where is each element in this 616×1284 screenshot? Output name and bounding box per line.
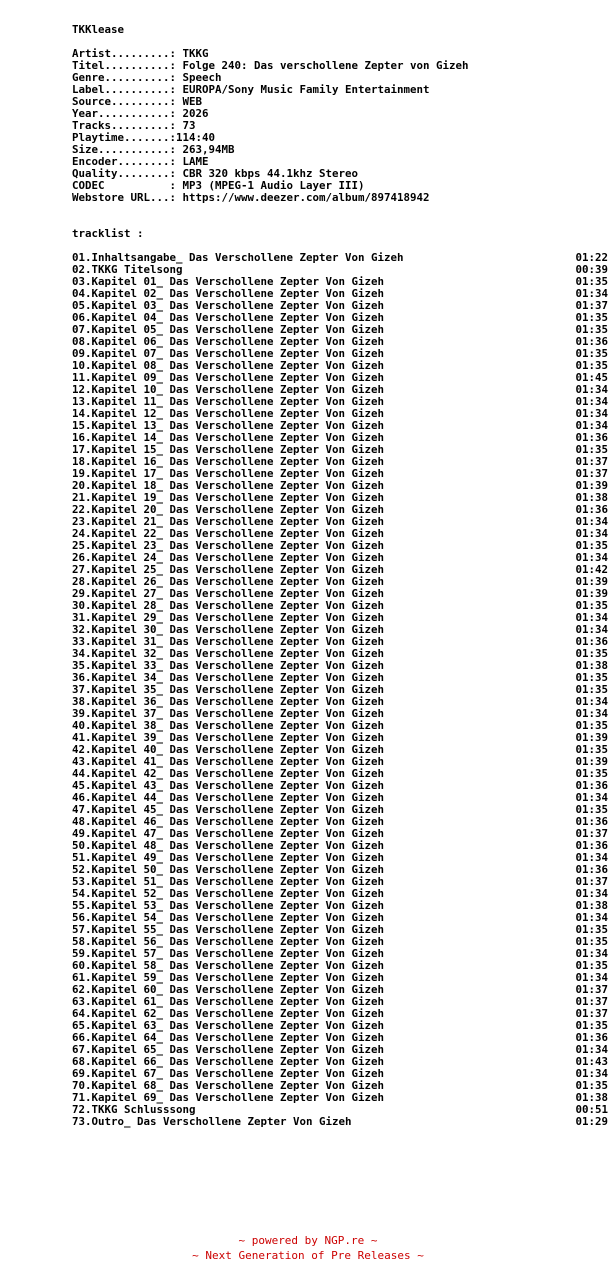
track-title: 56.Kapitel 54_ Das Verschollene Zepter Von Gizeh [72,911,385,924]
track-title: 55.Kapitel 53_ Das Verschollene Zepter Von Gizeh [72,899,385,912]
info-key: Playtime.......: [72,132,177,144]
track-duration: 01:34 [575,287,608,300]
info-row [72,120,608,132]
track-title: 69.Kapitel 67_ Das Verschollene Zepter Von Gizeh [72,1067,385,1080]
footer-powered-by: ~ powered by NGP.re ~ [238,1234,378,1247]
track-duration: 01:36 [575,503,608,516]
track-duration: 01:36 [575,863,608,876]
track-title: 48.Kapitel 46_ Das Verschollene Zepter Von Gizeh [72,815,385,828]
info-row [72,96,608,108]
info-key: Genre..........: [72,72,183,84]
track-title: 59.Kapitel 57_ Das Verschollene Zepter Von Gizeh [72,947,385,960]
track-title: 57.Kapitel 55_ Das Verschollene Zepter Von Gizeh [72,923,385,936]
track-duration: 01:34 [575,395,608,408]
track-duration: 01:38 [575,899,608,912]
track-title: 65.Kapitel 63_ Das Verschollene Zepter Von Gizeh [72,1019,385,1032]
track-title: 07.Kapitel 05_ Das Verschollene Zepter Von Gizeh [72,323,385,336]
track-duration: 01:34 [575,851,608,864]
release-info [72,48,608,204]
track-duration: 01:35 [575,539,608,552]
footer-tagline: ~ Next Generation of Pre Releases ~ [192,1249,424,1262]
track-title: 63.Kapitel 61_ Das Verschollene Zepter Von Gizeh [72,995,385,1008]
track-duration: 01:36 [575,779,608,792]
info-key: Titel..........: [72,60,183,72]
track-title: 01.Inhaltsangabe_ Das Verschollene Zepter Von Gizeh [72,251,404,264]
track-duration: 01:34 [575,887,608,900]
info-key: Artist.........: [72,48,183,60]
track-title: 20.Kapitel 18_ Das Verschollene Zepter Von Gizeh [72,479,385,492]
track-title: 18.Kapitel 16_ Das Verschollene Zepter Von Gizeh [72,455,385,468]
track-title: 42.Kapitel 40_ Das Verschollene Zepter Von Gizeh [72,743,385,756]
track-duration: 01:42 [575,563,608,576]
spacer [72,36,608,48]
track-title: 30.Kapitel 28_ Das Verschollene Zepter Von Gizeh [72,599,385,612]
track-title: 24.Kapitel 22_ Das Verschollene Zepter Von Gizeh [72,527,385,540]
track-duration: 01:35 [575,1079,608,1092]
track-duration: 01:35 [575,323,608,336]
track-duration: 01:37 [575,299,608,312]
track-title: 27.Kapitel 25_ Das Verschollene Zepter Von Gizeh [72,563,385,576]
info-value: 263,94MB [182,144,235,156]
spacer [72,204,608,216]
track-duration: 01:34 [575,383,608,396]
track-title: 23.Kapitel 21_ Das Verschollene Zepter Von Gizeh [72,515,385,528]
track-duration: 01:43 [575,1055,608,1068]
info-key: Encoder........: [72,156,183,168]
track-title: 58.Kapitel 56_ Das Verschollene Zepter Von Gizeh [72,935,385,948]
track-duration: 01:35 [575,923,608,936]
info-value: 73 [182,120,196,132]
track-title: 72.TKKG Schlusssong [72,1103,196,1116]
track-duration: 01:34 [575,419,608,432]
info-row [72,192,608,204]
track-duration: 01:37 [575,995,608,1008]
track-duration: 01:34 [575,551,608,564]
track-title: 61.Kapitel 59_ Das Verschollene Zepter Von Gizeh [72,971,385,984]
track-title: 66.Kapitel 64_ Das Verschollene Zepter Von Gizeh [72,1031,385,1044]
track-title: 64.Kapitel 62_ Das Verschollene Zepter Von Gizeh [72,1007,385,1020]
track-title: 68.Kapitel 66_ Das Verschollene Zepter Von Gizeh [72,1055,385,1068]
info-value: MP3 (MPEG-1 Audio Layer III) [182,180,365,192]
track-title: 70.Kapitel 68_ Das Verschollene Zepter Von Gizeh [72,1079,385,1092]
track-duration: 01:38 [575,659,608,672]
track-duration: 01:34 [575,707,608,720]
spacer [72,216,608,228]
track-title: 71.Kapitel 69_ Das Verschollene Zepter Von Gizeh [72,1091,385,1104]
track-duration: 01:35 [575,803,608,816]
info-key: Label..........: [72,84,183,96]
track-title: 05.Kapitel 03_ Das Verschollene Zepter Von Gizeh [72,299,385,312]
track-title: 13.Kapitel 11_ Das Verschollene Zepter Von Gizeh [72,395,385,408]
track-title: 54.Kapitel 52_ Das Verschollene Zepter Von Gizeh [72,887,385,900]
track-duration: 01:38 [575,1091,608,1104]
track-duration: 01:29 [575,1115,608,1128]
track-duration: 01:37 [575,827,608,840]
info-value: EUROPA/Sony Music Family Entertainment [182,84,430,96]
track-duration: 01:37 [575,875,608,888]
info-value: LAME [182,156,209,168]
track-title: 51.Kapitel 49_ Das Verschollene Zepter Von Gizeh [72,851,385,864]
track-title: 37.Kapitel 35_ Das Verschollene Zepter Von Gizeh [72,683,385,696]
track-title: 60.Kapitel 58_ Das Verschollene Zepter Von Gizeh [72,959,385,972]
track-title: 08.Kapitel 06_ Das Verschollene Zepter Von Gizeh [72,335,385,348]
info-key: Source.........: [72,96,183,108]
track-duration: 01:22 [575,251,608,264]
track-duration: 01:34 [575,947,608,960]
track-duration: 01:39 [575,587,608,600]
track-title: 02.TKKG Titelsong [72,263,183,276]
track-duration: 00:51 [575,1103,608,1116]
track-title: 31.Kapitel 29_ Das Verschollene Zepter Von Gizeh [72,611,385,624]
track-duration: 01:34 [575,791,608,804]
track-title: 67.Kapitel 65_ Das Verschollene Zepter Von Gizeh [72,1043,385,1056]
track-title: 10.Kapitel 08_ Das Verschollene Zepter Von Gizeh [72,359,385,372]
track-duration: 01:34 [575,1043,608,1056]
track-duration: 01:37 [575,455,608,468]
info-value: CBR 320 kbps 44.1khz Stereo [182,168,359,180]
track-title: 25.Kapitel 23_ Das Verschollene Zepter Von Gizeh [72,539,385,552]
track-duration: 01:35 [575,443,608,456]
info-row [72,132,608,144]
track-title: 34.Kapitel 32_ Das Verschollene Zepter Von Gizeh [72,647,385,660]
track-duration: 01:34 [575,971,608,984]
track-duration: 01:35 [575,719,608,732]
info-value: Folge 240: Das verschollene Zepter von Gizeh [182,60,469,72]
tracklist-heading: tracklist : [72,228,144,240]
info-row [72,168,608,180]
track-title: 14.Kapitel 12_ Das Verschollene Zepter Von Gizeh [72,407,385,420]
info-row [72,48,608,60]
track-title: 45.Kapitel 43_ Das Verschollene Zepter Von Gizeh [72,779,385,792]
footer [0,1233,616,1263]
nfo-document [72,24,608,1128]
info-row [72,60,608,72]
track-title: 40.Kapitel 38_ Das Verschollene Zepter Von Gizeh [72,719,385,732]
info-value: 2026 [182,108,209,120]
track-duration: 01:35 [575,275,608,288]
track-title: 21.Kapitel 19_ Das Verschollene Zepter Von Gizeh [72,491,385,504]
track-duration: 01:35 [575,347,608,360]
track-title: 41.Kapitel 39_ Das Verschollene Zepter Von Gizeh [72,731,385,744]
track-title: 35.Kapitel 33_ Das Verschollene Zepter Von Gizeh [72,659,385,672]
info-key: Year...........: [72,108,183,120]
info-key: CODEC : [72,180,183,192]
track-title: 38.Kapitel 36_ Das Verschollene Zepter Von Gizeh [72,695,385,708]
track-duration: 01:34 [575,695,608,708]
track-title: 32.Kapitel 30_ Das Verschollene Zepter Von Gizeh [72,623,385,636]
info-row [72,180,608,192]
info-key: Webstore URL...: [72,192,183,204]
track-title: 12.Kapitel 10_ Das Verschollene Zepter Von Gizeh [72,383,385,396]
track-title: 44.Kapitel 42_ Das Verschollene Zepter Von Gizeh [72,767,385,780]
track-title: 73.Outro_ Das Verschollene Zepter Von Gizeh [72,1115,352,1128]
info-value: Speech [182,72,222,84]
track-duration: 01:39 [575,731,608,744]
track-duration: 01:34 [575,515,608,528]
track-title: 03.Kapitel 01_ Das Verschollene Zepter Von Gizeh [72,275,385,288]
track-title: 52.Kapitel 50_ Das Verschollene Zepter Von Gizeh [72,863,385,876]
track-duration: 01:39 [575,575,608,588]
track-duration: 01:34 [575,623,608,636]
info-key: Quality........: [72,168,183,180]
track-title: 15.Kapitel 13_ Das Verschollene Zepter Von Gizeh [72,419,385,432]
track-duration: 00:39 [575,263,608,276]
track-row [72,1116,608,1128]
info-value: WEB [182,96,203,108]
track-title: 22.Kapitel 20_ Das Verschollene Zepter Von Gizeh [72,503,385,516]
info-value: 114:40 [176,132,216,144]
track-duration: 01:35 [575,935,608,948]
track-title: 53.Kapitel 51_ Das Verschollene Zepter Von Gizeh [72,875,385,888]
track-title: 39.Kapitel 37_ Das Verschollene Zepter Von Gizeh [72,707,385,720]
track-duration: 01:34 [575,407,608,420]
info-value: https://www.deezer.com/album/897418942 [182,192,430,204]
track-title: 49.Kapitel 47_ Das Verschollene Zepter Von Gizeh [72,827,385,840]
track-duration: 01:35 [575,311,608,324]
tracklist [72,252,608,1128]
track-duration: 01:37 [575,983,608,996]
track-duration: 01:39 [575,755,608,768]
track-duration: 01:36 [575,839,608,852]
track-title: 33.Kapitel 31_ Das Verschollene Zepter Von Gizeh [72,635,385,648]
track-title: 16.Kapitel 14_ Das Verschollene Zepter Von Gizeh [72,431,385,444]
track-duration: 01:36 [575,635,608,648]
track-duration: 01:35 [575,959,608,972]
track-duration: 01:35 [575,647,608,660]
info-value: TKKG [182,48,209,60]
info-row [72,72,608,84]
track-duration: 01:34 [575,527,608,540]
track-duration: 01:34 [575,1067,608,1080]
track-duration: 01:45 [575,371,608,384]
track-duration: 01:38 [575,491,608,504]
release-title: TKKlease [72,24,125,36]
track-title: 04.Kapitel 02_ Das Verschollene Zepter Von Gizeh [72,287,385,300]
track-title: 43.Kapitel 41_ Das Verschollene Zepter Von Gizeh [72,755,385,768]
info-row [72,108,608,120]
track-duration: 01:35 [575,599,608,612]
track-duration: 01:36 [575,1031,608,1044]
track-duration: 01:35 [575,683,608,696]
track-duration: 01:35 [575,1019,608,1032]
track-title: 06.Kapitel 04_ Das Verschollene Zepter Von Gizeh [72,311,385,324]
track-title: 50.Kapitel 48_ Das Verschollene Zepter Von Gizeh [72,839,385,852]
track-duration: 01:35 [575,359,608,372]
track-title: 62.Kapitel 60_ Das Verschollene Zepter Von Gizeh [72,983,385,996]
track-title: 11.Kapitel 09_ Das Verschollene Zepter Von Gizeh [72,371,385,384]
track-title: 19.Kapitel 17_ Das Verschollene Zepter Von Gizeh [72,467,385,480]
track-duration: 01:35 [575,743,608,756]
info-key: Size...........: [72,144,183,156]
track-title: 09.Kapitel 07_ Das Verschollene Zepter Von Gizeh [72,347,385,360]
info-key: Tracks.........: [72,120,183,132]
track-title: 28.Kapitel 26_ Das Verschollene Zepter Von Gizeh [72,575,385,588]
track-duration: 01:34 [575,911,608,924]
track-title: 17.Kapitel 15_ Das Verschollene Zepter Von Gizeh [72,443,385,456]
track-duration: 01:35 [575,767,608,780]
track-duration: 01:34 [575,611,608,624]
track-duration: 01:36 [575,815,608,828]
track-title: 46.Kapitel 44_ Das Verschollene Zepter Von Gizeh [72,791,385,804]
track-duration: 01:36 [575,335,608,348]
track-title: 47.Kapitel 45_ Das Verschollene Zepter Von Gizeh [72,803,385,816]
track-duration: 01:35 [575,671,608,684]
track-duration: 01:37 [575,467,608,480]
track-title: 26.Kapitel 24_ Das Verschollene Zepter Von Gizeh [72,551,385,564]
track-title: 36.Kapitel 34_ Das Verschollene Zepter Von Gizeh [72,671,385,684]
info-row [72,144,608,156]
track-duration: 01:37 [575,1007,608,1020]
track-title: 29.Kapitel 27_ Das Verschollene Zepter Von Gizeh [72,587,385,600]
info-row [72,156,608,168]
track-duration: 01:36 [575,431,608,444]
track-duration: 01:39 [575,479,608,492]
info-row [72,84,608,96]
